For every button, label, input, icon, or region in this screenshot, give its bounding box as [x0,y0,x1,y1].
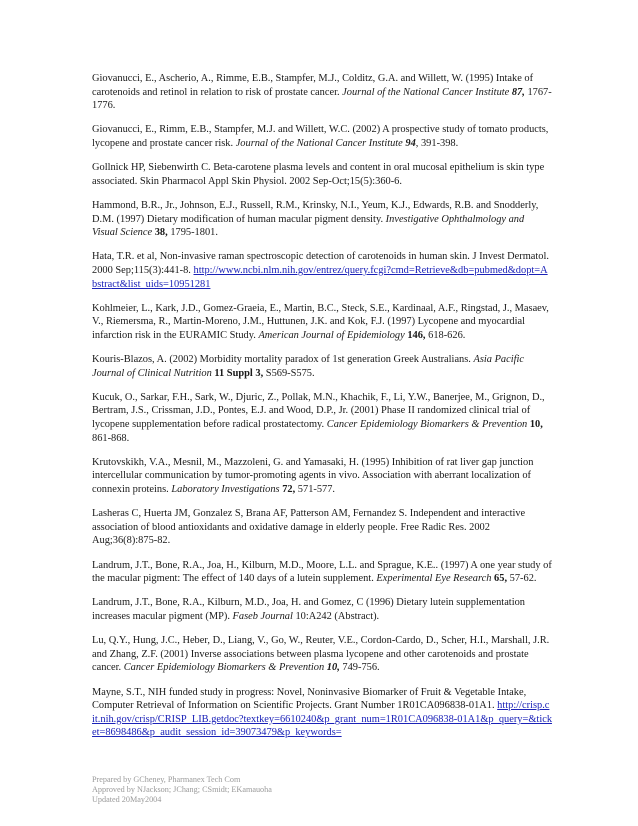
journal-title: Journal of the National Cancer Institute [342,86,512,98]
volume-number: 65, [494,573,508,585]
journal-title: 94 [405,137,416,149]
reference-text: Landrum, J.T., Bone, R.A., Joa, H., Kilburn, M.D., Moore, L.L. and Sprague, K.E.. (1997) A one year study of the macular pigment: The effect of 140 days of a lutein supplement. [92,559,552,585]
reference-text: Kohlmeier, L., Kark, J.D., Gomez-Graeia, E., Martin, B.C., Steck, S.E., Kardinaal, A.F., Ringstad, J., Masaev, V., Riemersma, R., Martin-Moreno, J.M., Huttunen, J.K. and Kok, F.J. (1997) Lycopene and myocardial infarction risk in the EURAMIC Study. [92,302,549,341]
footer-approved-by: Approved by NJackson; JChang; CSmidt; EKamauoha [92,785,272,794]
journal-title: Investigative Ophthalmology and Visual Science [92,213,525,239]
reference-text: S569-S575. [263,367,315,379]
reference-kucuk-2001 [92,391,552,445]
reference-lu-2001 [92,634,552,675]
reference-lasheras-2002 [92,507,552,548]
reference-gollnick-2002 [92,161,552,188]
reference-text: 749-756. [339,662,380,674]
reference-text: Mayne, S.T., NIH funded study in progress: Novel, Noninvasive Biomarker of Fruit & Vegetable Intake, Computer Retrieval of Information on Scientific Projects. Grant Number 1R01CA096838-01A1. [92,686,527,712]
reference-text: Lasheras C, Huerta JM, Gonzalez S, Brana AF, Patterson AM, Fernandez S. Independent and interactive association of blood antioxidants and oxidative damage in elderly people. Free Radic Res. 2002 Aug;36(8):875-82. [92,508,526,547]
reference-mayne-nih [92,686,552,740]
journal-title: 10, [326,662,340,674]
reference-text: 57-62. [507,573,537,585]
footer-prepared-by: Prepared by GCheney, Pharmanex Tech Com [92,775,241,784]
reference-text: 618-626. [425,329,466,341]
reference-text: Krutovskikh, V.A., Mesnil, M., Mazzoleni, G. and Yamasaki, H. (1995) Inhibition of rat liver gap junction intercellular communication by tumor-promoting agents in vivo. Association with aberrant localization of connexin proteins. [92,456,534,495]
reference-giovanucci-1995 [92,72,552,113]
volume-number: 10, [529,419,543,431]
reference-hata-2000 [92,250,552,291]
reference-text: Giovanucci, E., Ascherio, A., Rimme, E.B., Stampfer, M.J., Colditz, G.A. and Willett, W. (1995) Intake of carotenoids and retinol in relation to risk of prostate cancer. [92,73,534,98]
reference-kohlmeier-1997 [92,302,552,343]
reference-text: , 391-398. [415,137,459,149]
journal-title: Asia Pacific Journal of Clinical Nutrition [92,354,524,379]
volume-number: 38, [154,227,168,239]
journal-title: 87, [511,86,525,98]
reference-text: Kucuk, O., Sarkar, F.H., Sark, W., Djuric, Z., Pollak, M.N., Khachik, F., Li, Y.W., Banerjee, M., Grignon, D., Bertram, J.S., Crissman, J.D., Pontes, E.J. and Wood, D.P., Jr. (2001) Phase II randomized clinical trial of lycopene supplementation before radical prostatectomy. [92,391,545,431]
reference-link[interactable]: http://www.ncbi.nlm.nih.gov/entrez/query.fcgi?cmd=Retrieve&db=pubmed&dopt=Abstract&list_uids=10951281 [92,264,548,290]
reference-text: Giovanucci, E., Rimm, E.B., Stampfer, M.J. and Willett, W.C. (2002) A prospective study of tomato products, lycopene and prostate cancer risk. [92,124,549,149]
journal-title: Faseb Journal [232,610,296,622]
reference-kouris-2002 [92,353,552,380]
journal-title: Journal of the National Cancer Institute [235,137,406,149]
journal-title: Laboratory Investigations [171,484,283,495]
reference-text: 1767-1776. [92,86,552,112]
reference-text: 1795-1801. [167,227,218,239]
journal-title: Cancer Epidemiology Biomarkers & Prevention [123,662,327,674]
reference-giovanucci-2002 [92,123,552,150]
footer [92,775,272,805]
volume-number: 72, [282,484,296,495]
reference-link[interactable]: http://crisp.cit.nih.gov/crisp/CRISP_LIB.getdoc?textkey=6610240&p_grant_num=1R01CA096838-01A1&p_query=&ticket=8698486&p_audit_session_id=39073479&p_keywords= [92,700,553,739]
footer-updated: Updated 20May2004 [92,795,162,804]
reference-hammond-1997 [92,199,552,240]
reference-text: 10:A242 (Abstract). [295,610,380,622]
journal-title: Experimental Eye Research [376,573,495,585]
reference-list [92,72,552,750]
reference-text: 861-868. [92,432,130,444]
reference-landrum-1996 [92,596,552,623]
reference-landrum-1997 [92,559,552,586]
reference-text: 571-577. [295,484,336,495]
reference-text: Hata, T.R. et al, Non-invasive raman spectroscopic detection of carotenoids in human skin. J Invest Dermatol. 2000 Sep;115(3):441-8. [92,251,549,276]
journal-title: American Journal of Epidemiology [258,329,408,341]
reference-text: Kouris-Blazos, A. (2002) Morbidity mortality paradox of 1st generation Greek Australians. [92,354,474,366]
reference-text: Hammond, B.R., Jr., Johnson, E.J., Russell, R.M., Krinsky, N.I., Yeum, K.J., Edwards, R.B. and Snodderly, D.M. (1997) Dietary modification of human macular pigment density. [92,199,539,225]
journal-title: Cancer Epidemiology Biomarkers & Prevention [326,419,530,431]
reference-krutovskikh-1995 [92,456,552,497]
reference-text: Gollnick HP, Siebenwirth C. Beta-carotene plasma levels and content in oral mucosal epithelium is skin type associated. Skin Pharmacol Appl Skin Physiol. 2002 Sep-Oct;15(5):360-6. [92,162,545,187]
volume-number: 11 Suppl 3, [214,367,264,379]
volume-number: 146, [407,329,426,341]
reference-text: Lu, Q.Y., Hung, J.C., Heber, D., Liang, V., Go, W., Reuter, V.E., Cordon-Cardo, D., Scher, H.I., Marshall, J.R. and Zhang, Z.F. (2001) Inverse associations between plasma lycopene and other carotenoids and prostate cancer. [92,635,550,674]
reference-text: Landrum, J.T., Bone, R.A., Kilburn, M.D., Joa, H. and Gomez, C (1996) Dietary lutein supplementation increases macular pigment (MP). [92,597,525,622]
